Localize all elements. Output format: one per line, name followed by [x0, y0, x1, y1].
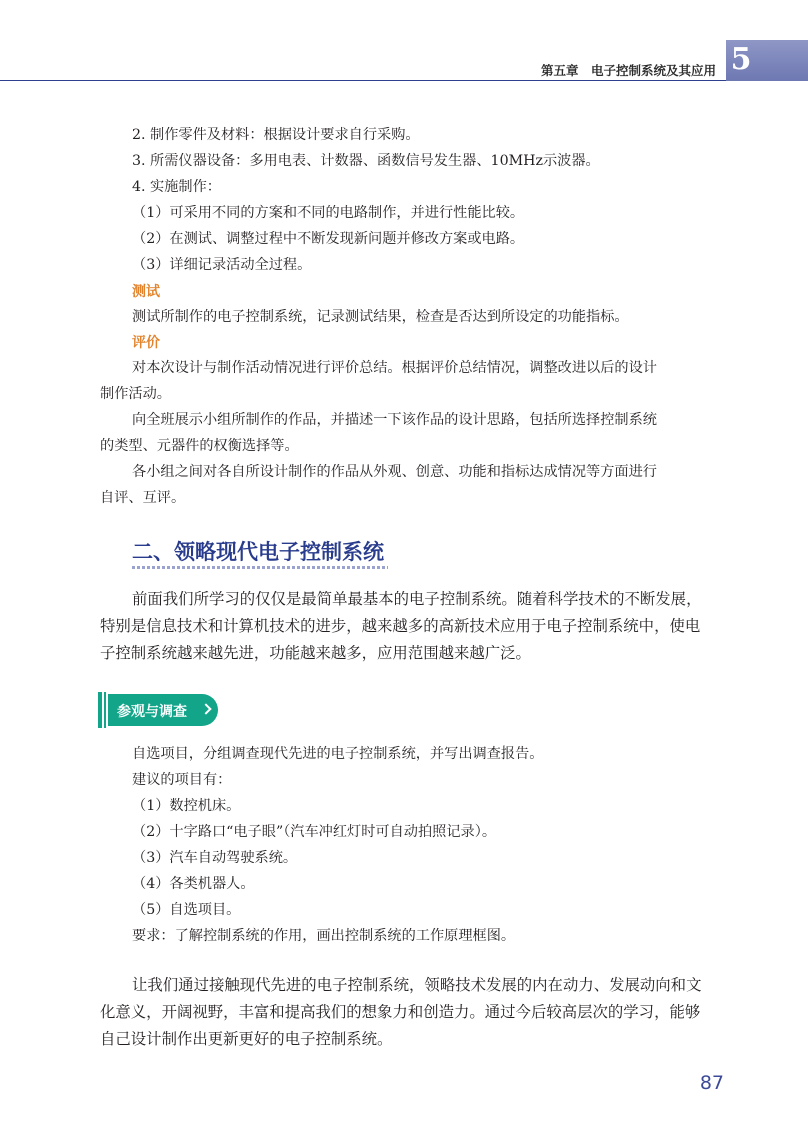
step-line: 3. 所需仪器设备：多用电表、计数器、函数信号发生器、10MHz示波器。: [132, 153, 600, 169]
closing-line: 让我们通过接触现代先进的电子控制系统，领略技术发展的内在动力、发展动向和文: [132, 976, 702, 994]
evaluation-heading: 评价: [132, 335, 160, 351]
intro-line: 前面我们所学习的仅仅是最简单最基本的电子控制系统。随着科学技术的不断发展，: [132, 590, 702, 608]
closing-line: 自己设计制作出更新更好的电子控制系统。: [100, 1030, 393, 1048]
activity-line: 要求：了解控制系统的作用，画出控制系统的工作原理框图。: [132, 928, 516, 944]
closing-line: 化意义，开阔视野，丰富和提高我们的想象力和创造力。通过今后较高层次的学习，能够: [100, 1003, 701, 1021]
badge-label: 参观与调查: [117, 704, 187, 720]
evaluation-line: 对本次设计与制作活动情况进行评价总结。根据评价总结情况，调整改进以后的设计: [132, 360, 657, 376]
step-line: （2）在测试、调整过程中不断发现新问题并修改方案或电路。: [132, 231, 525, 247]
activity-line: （5）自选项目。: [132, 902, 241, 918]
evaluation-line: 制作活动。: [100, 386, 171, 402]
evaluation-line: 的类型、元器件的权衡选择等。: [100, 438, 299, 454]
chapter-tab: [726, 40, 808, 81]
step-line: 4. 实施制作：: [132, 179, 221, 195]
activity-line: （1）数控机床。: [132, 798, 241, 814]
activity-line: （3）汽车自动驾驶系统。: [132, 850, 298, 866]
badge-pill: [108, 694, 218, 726]
evaluation-line: 自评、互评。: [100, 490, 186, 506]
step-line: （1）可采用不同的方案和不同的电路制作，并进行性能比较。: [132, 205, 525, 221]
step-line: （3）详细记录活动全过程。: [132, 257, 312, 273]
evaluation-line: 各小组之间对各自所设计制作的作品从外观、创意、功能和指标达成情况等方面进行: [132, 464, 657, 480]
section-title-underline: [132, 566, 388, 569]
intro-line: 特别是信息技术和计算机技术的进步，越来越多的高新技术应用于电子控制系统中，使电: [100, 617, 701, 635]
step-line: 2. 制作零件及材料：根据设计要求自行采购。: [132, 127, 420, 143]
activity-line: 建议的项目有：: [132, 772, 232, 788]
header-rule: [0, 80, 726, 81]
badge-accent-bar: [104, 692, 106, 728]
test-heading: 测试: [132, 284, 160, 300]
activity-line: 自选项目，分组调查现代先进的电子控制系统，并写出调查报告。: [132, 746, 544, 762]
activity-line: （2）十字路口“电子眼”（汽车冲红灯时可自动拍照记录）。: [132, 824, 497, 840]
test-body: 测试所制作的电子控制系统，记录测试结果，检查是否达到所设定的功能指标。: [132, 309, 629, 325]
chapter-title: 第五章 电子控制系统及其应用: [540, 63, 716, 78]
chapter-number: 5: [730, 42, 752, 77]
activity-line: （4）各类机器人。: [132, 876, 255, 892]
evaluation-line: 向全班展示小组所制作的作品，并描述一下该作品的设计思路，包括所选择控制系统: [132, 412, 657, 428]
page-number: 87: [699, 1072, 724, 1094]
section-title: 二、领略现代电子控制系统: [132, 540, 384, 564]
badge-accent-bar: [98, 692, 102, 728]
chevron-right-icon: [200, 703, 211, 714]
activity-badge: [98, 692, 220, 728]
intro-line: 子控制系统越来越先进，功能越来越多，应用范围越来越广泛。: [100, 644, 531, 662]
